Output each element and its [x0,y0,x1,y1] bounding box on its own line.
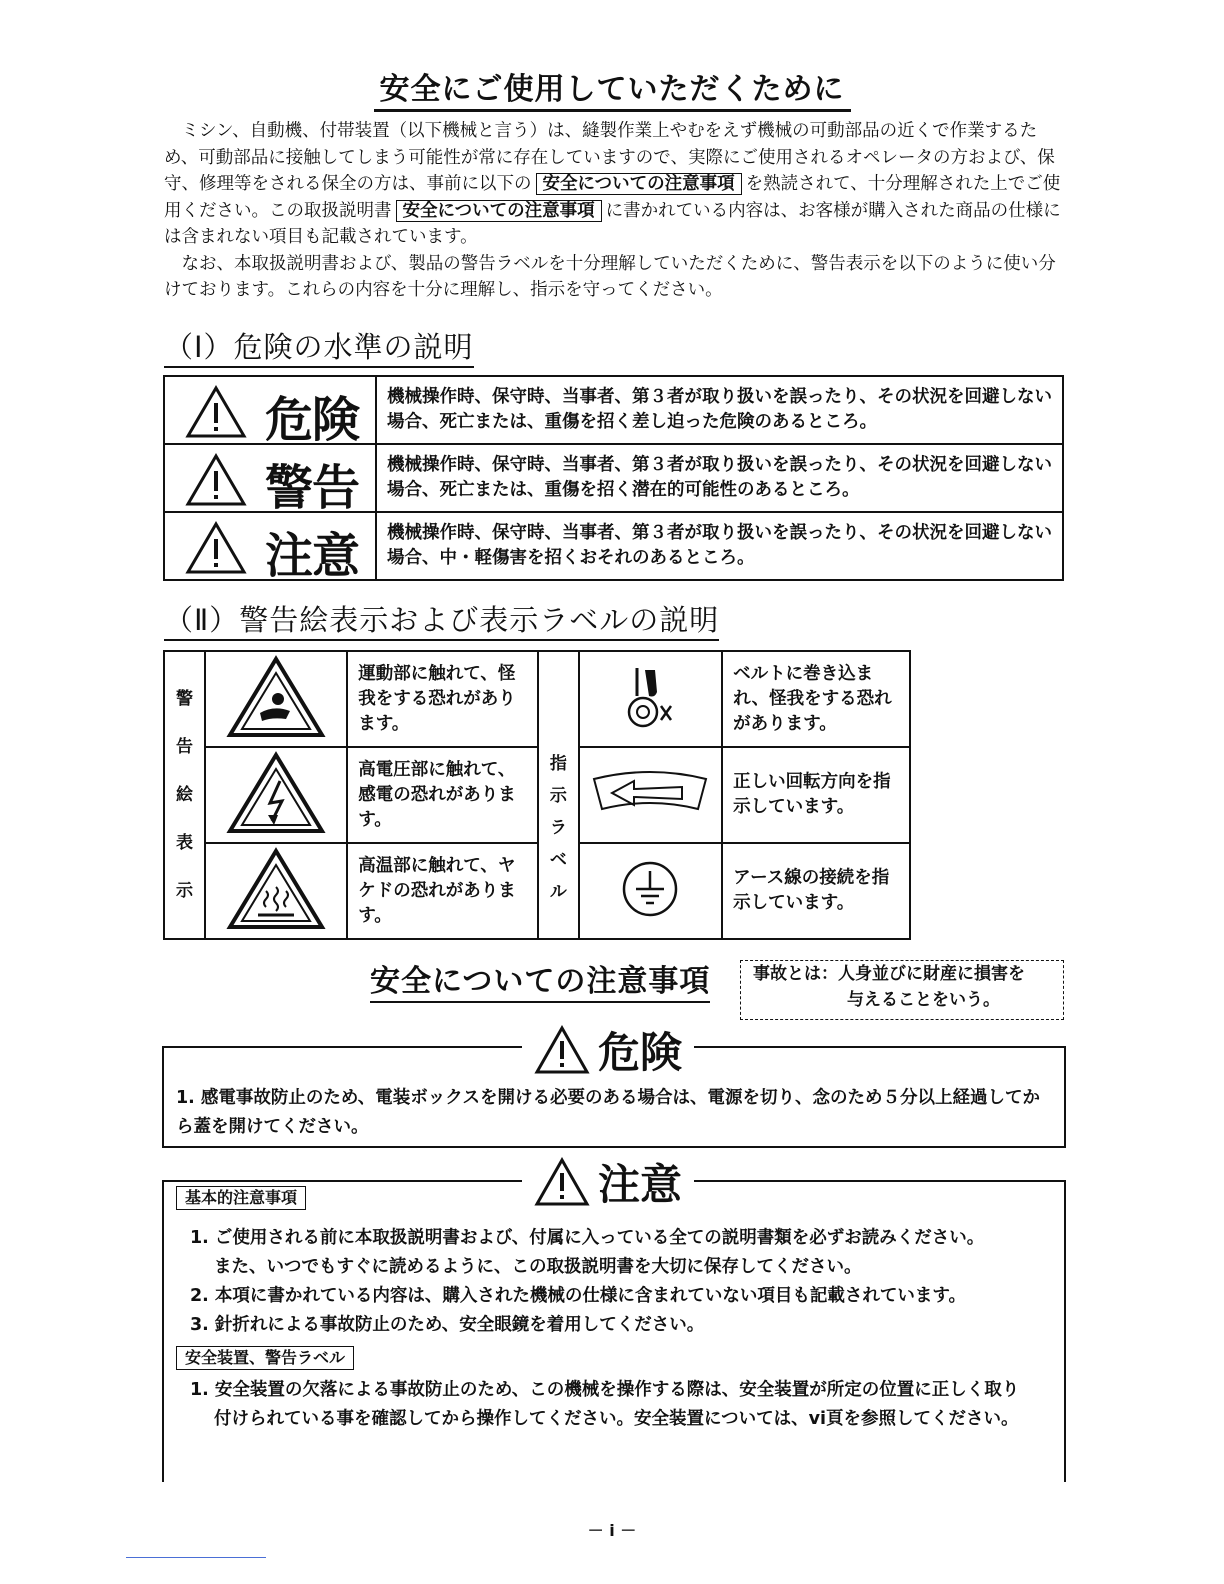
warning-triangle-icon [185,385,247,439]
warning-triangle-icon [185,521,247,575]
rotation-arrow-icon [588,763,712,823]
list-item: 1. ご使用される前に本取扱説明書および、付属に入っている全ての説明書類を必ずお読みください。 [190,1228,985,1248]
list-item: 付けられている事を確認してから操作してください。安全装置については、vi頁を参照してください。 [214,1409,1019,1429]
level-row-danger: 危険 機械操作時、保守時、当事者、第３者が取り扱いを誤ったり、その状況を回避しない場合、死亡または、重傷を招く差し迫った危険のあるところ。 [164,376,1063,444]
danger-box [162,1028,1066,1148]
section3-heading: 安全についての注意事項 [370,956,710,1000]
accident-definition-note: 事故とは：人身並びに財産に損害を 与えることをいう。 [740,960,1064,1020]
section2-heading: （Ⅱ）警告絵表示および表示ラベルの説明 [164,598,719,639]
list-item: 1. 安全装置の欠落による事故防止のため、この機械を操作する際は、安全装置が所定の位置に正しく取り [190,1380,1020,1400]
high-voltage-icon [226,751,326,835]
moving-part-hand-icon [226,655,326,739]
section1-heading: （Ⅰ）危険の水準の説明 [164,325,474,366]
warning-triangle-icon [534,1025,590,1075]
level-row-caution: 注意 機械操作時、保守時、当事者、第３者が取り扱いを誤ったり、その状況を回避しない場合、中・軽傷害を招くおそれのあるところ。 [164,512,1063,580]
footer-rule [126,1557,266,1558]
level-row-warning: 警告 機械操作時、保守時、当事者、第３者が取り扱いを誤ったり、その状況を回避しない場合、死亡または、重傷を招く潜在的可能性のあるところ。 [164,444,1063,512]
danger-box-title: 危険 [522,1020,694,1080]
page-title: 安全にご使用していただくために [0,64,1224,108]
warning-triangle-icon [534,1157,590,1207]
page-number: － i － [587,1521,637,1540]
safety-devices-tag: 安全装置、警告ラベル [176,1346,354,1370]
danger-item: 1. 感電事故防止のため、電装ボックスを開ける必要のある場合は、電源を切り、念のため５分以上経過してから蓋を開けてください。 [176,1088,1041,1137]
caution-box-title: 注意 [522,1152,694,1212]
pictogram-table: 警 告 絵 表 示 運動部に触れて、怪我をする恐れがあります。 指 示 ラ ベ ル ベルトに巻き込まれ、怪我をする恐れがあります。 高電圧部に触れて、感電の恐れがあります。 正しい回転方向を指示しています。 高温部に触れて、ヤケドの恐れがあります。 アース線の接続を指示しています。 [163,650,911,940]
basic-precautions-list [190,1224,984,1340]
warning-triangle-icon [185,453,247,507]
belt-pinch-icon [615,662,685,732]
danger-level-table [163,375,1064,584]
ground-icon [620,859,680,919]
list-item: 3. 針折れによる事故防止のため、安全眼鏡を着用してください。 [190,1315,705,1335]
boxed-term: 安全についての注意事項 [396,200,602,222]
list-item: また、いつでもすぐに読めるように、この取扱説明書を大切に保存してください。 [214,1257,862,1277]
list-item: 2. 本項に書かれている内容は、購入された機械の仕様に含まれていない項目も記載されています。 [190,1286,967,1306]
vertical-label-left: 警 告 絵 表 示 [164,651,205,939]
intro-text: ミシン、自動機、付帯装置（以下機械と言う）は、縫製作業上やむをえず機械の可動部品の近くで作業するため、可動部品に接触してしまう可能性が常に存在していますので、実際にご使用されるオペレータの方および、保守、修理等をされる保全の方は、事前に以下の 安全についての注意事項 を熟読されて、十分理解された上でご使用ください。この取扱説明書 安全についての注意事項 に書かれている内容は、お客様が購入された商品の仕様には含まれない項目も記載されています。 なお、本取扱説明書および、製品の警告ラベルを十分理解していただくために、警告表示を以下のように使い分けております。これらの内容を十分に理解し、指示を守ってください。 [164,121,1061,300]
caution-box [162,1160,1066,1482]
hot-surface-icon [226,847,326,931]
safety-devices-list [190,1376,1019,1434]
boxed-term: 安全についての注意事項 [536,173,742,195]
vertical-label-right: 指 示 ラ ベ ル [538,651,579,939]
basic-precautions-tag: 基本的注意事項 [176,1186,306,1210]
